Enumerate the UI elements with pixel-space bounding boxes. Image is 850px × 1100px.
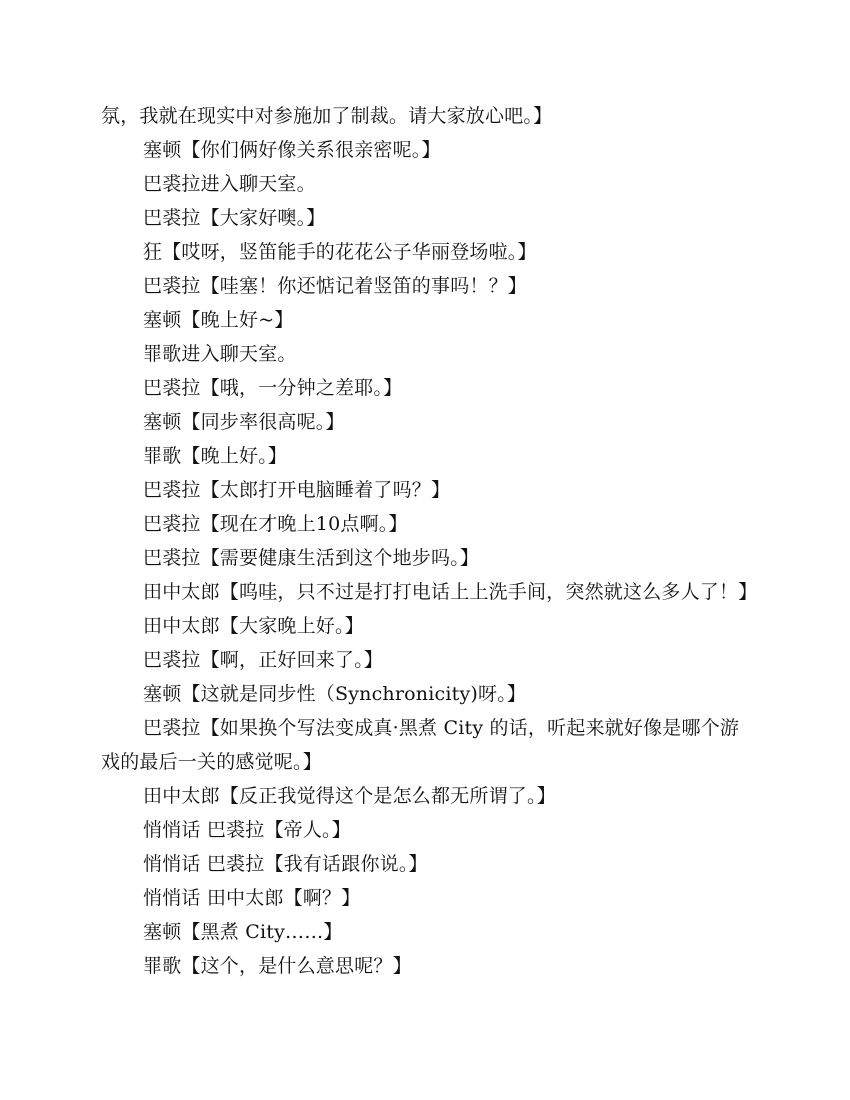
paragraph: 田中太郎【反正我觉得这个是怎么都无所谓了。】 [143,785,556,807]
paragraph: 罪歌【晚上好。】 [143,445,288,467]
paragraph: 巴裘拉【哇塞！你还惦记着竖笛的事吗！？】 [143,275,528,297]
paragraph: 悄悄话 巴裘拉【我有话跟你说。】 [143,853,428,875]
paragraph: 塞顿【同步率很高呢。】 [143,411,345,433]
paragraph: 罪歌进入聊天室。 [143,343,297,365]
paragraph: 巴裘拉【需要健康生活到这个地步吗。】 [143,547,480,569]
paragraph: 田中太郎【呜哇，只不过是打打电话上上洗手间，突然就这么多人了！】 [143,581,758,603]
document-page [101,99,758,983]
paragraph: 悄悄话 田中太郎【啊？】 [143,887,361,909]
paragraph: 塞顿【晚上好~】 [143,309,294,331]
paragraph: 罪歌【这个，是什么意思呢？】 [143,955,412,977]
paragraph: 塞顿【你们俩好像关系很亲密呢。】 [143,139,441,161]
paragraph: 塞顿【这就是同步性（Synchronicity)呀。】 [143,683,527,705]
paragraph: 巴裘拉【如果换个写法变成真·黑煮 City 的话，听起来就好像是哪个游戏的最后一关的感觉呢。】 [101,717,740,773]
paragraph: 巴裘拉【啊，正好回来了。】 [143,649,384,671]
paragraph: 巴裘拉【大家好噢。】 [143,207,326,229]
paragraph: 悄悄话 巴裘拉【帝人。】 [143,819,351,841]
paragraph: 田中太郎【大家晚上好。】 [143,615,364,637]
paragraph: 巴裘拉【太郎打开电脑睡着了吗？】 [143,479,451,501]
paragraph: 巴裘拉进入聊天室。 [143,173,316,195]
paragraph: 氛，我就在现实中对参施加了制裁。请大家放心吧。】 [101,105,553,127]
paragraph: 巴裘拉【哦，一分钟之差耶。】 [143,377,403,399]
paragraph: 巴裘拉【现在才晚上10点啊。】 [143,513,408,535]
paragraph: 塞顿【黑煮 City……】 [143,921,343,943]
paragraph: 狂【哎呀，竖笛能手的花花公子华丽登场啦。】 [143,241,537,263]
